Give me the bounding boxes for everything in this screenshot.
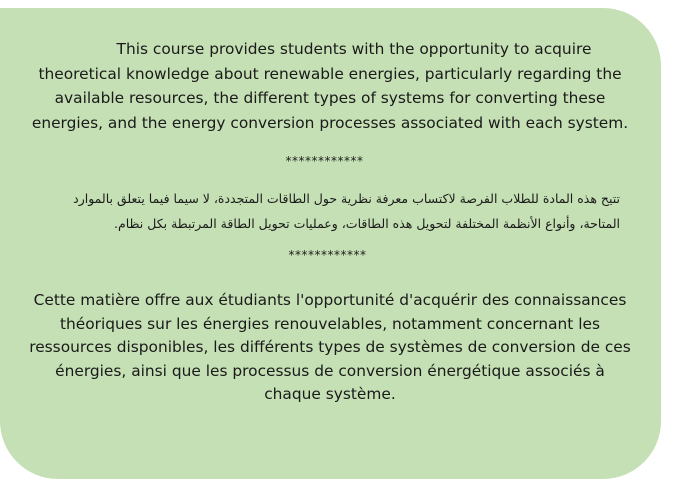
separator-stars-2: ************ xyxy=(288,248,367,262)
course-description-card xyxy=(0,8,661,479)
arabic-description: تتيح هذه المادة للطلاب الفرصة لاكتساب معرفة نظرية حول الطاقات المتجددة، لا سيما فيما يتعلق بالموارد المتاحة، وأنواع الأنظمة المختلفة لتحويل هذه الطاقات، وعمليات تحويل الطاقة المرتبطة بكل نظام. xyxy=(73,191,620,231)
french-description: Cette matière offre aux étudiants l'opportunité d'acquérir des connaissances théoriques sur les énergies renouvelables, notamment concernant les ressources disponibles, les différents types de systèmes de conversion de ces énergies, ainsi que les processus de conversion énergétique associés à chaque système. xyxy=(29,291,631,403)
english-description xyxy=(30,37,630,135)
english-description-text: This course provides students with the opportunity to acquire theoretical knowledge about renewable energies, particularly regarding the available resources, the different types of systems for converting these energies, and the energy conversion processes associated with each system. xyxy=(31,40,629,132)
separator-stars-1: ************ xyxy=(285,154,364,168)
